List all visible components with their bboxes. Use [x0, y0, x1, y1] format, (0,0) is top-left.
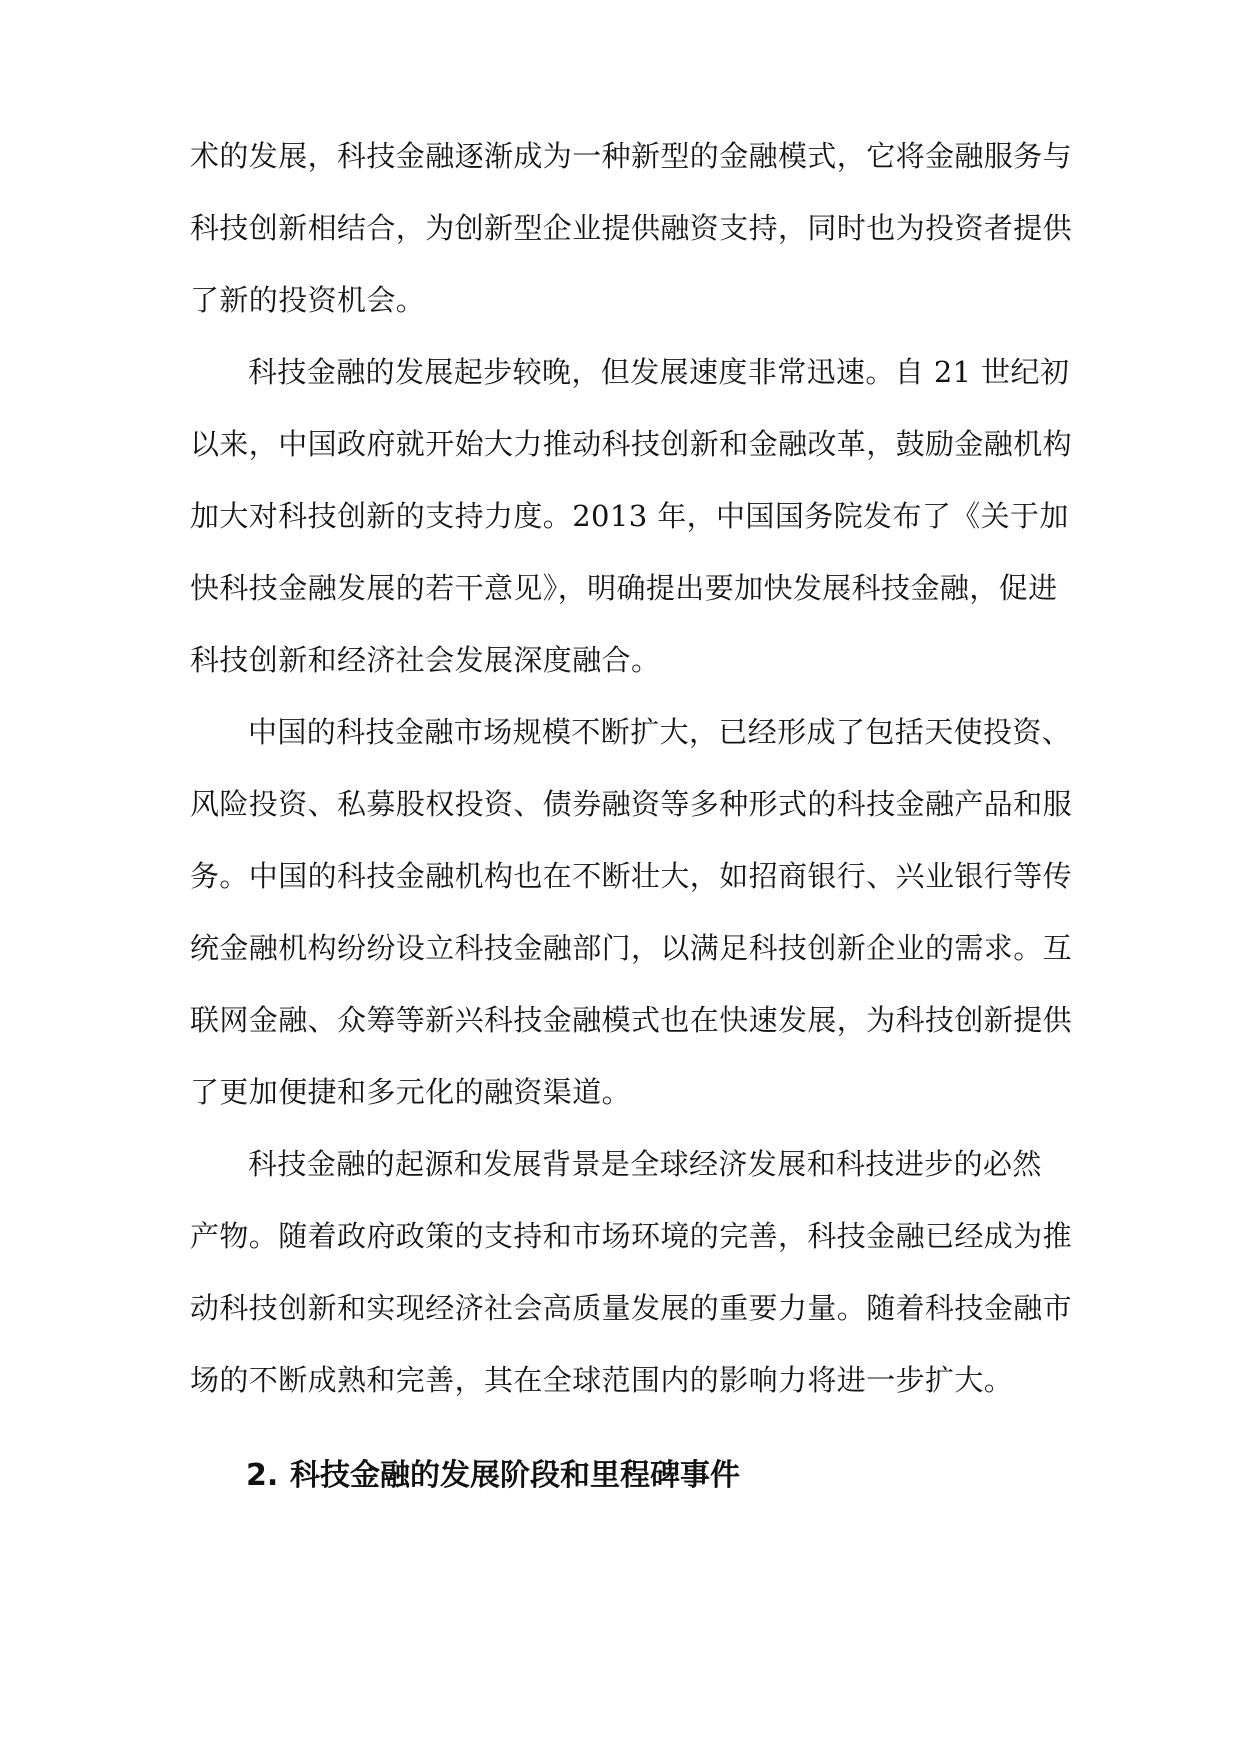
text-line: 务。中国的科技金融机构也在不断壮大，如招商银行、兴业银行等传	[190, 859, 1073, 893]
text-line: 科技金融的起源和发展背景是全球经济发展和科技进步的必然	[248, 1147, 1042, 1181]
text-line: 科技创新和经济社会发展深度融合。	[190, 643, 661, 677]
text-line: 联网金融、众筹等新兴科技金融模式也在快速发展，为科技创新提供	[190, 1003, 1073, 1037]
text-line: 以来，中国政府就开始大力推动科技创新和金融改革，鼓励金融机构	[190, 427, 1073, 461]
text-line: 术的发展，科技金融逐渐成为一种新型的金融模式，它将金融服务与	[190, 139, 1073, 173]
text-line: 产物。随着政府政策的支持和市场环境的完善，科技金融已经成为推	[190, 1219, 1073, 1253]
text-line: 中国的科技金融市场规模不断扩大，已经形成了包括天使投资、	[248, 715, 1072, 749]
text-line: 快科技金融发展的若干意见》，明确提出要加快发展科技金融，促进	[190, 571, 1058, 605]
text-line: 科技金融的发展起步较晚，但发展速度非常迅速。自 21 世纪初	[248, 355, 1070, 389]
text-line: 统金融机构纷纷设立科技金融部门，以满足科技创新企业的需求。互	[190, 931, 1073, 965]
text-line: 了更加便捷和多元化的融资渠道。	[190, 1075, 632, 1109]
text-line: 科技创新相结合，为创新型企业提供融资支持，同时也为投资者提供	[190, 211, 1073, 245]
text-line: 动科技创新和实现经济社会高质量发展的重要力量。随着科技金融市	[190, 1291, 1073, 1325]
section-number: 2.	[246, 1458, 279, 1493]
text-line: 场的不断成熟和完善，其在全球范围内的影响力将进一步扩大。	[190, 1363, 1014, 1397]
section-heading	[246, 1458, 740, 1494]
text-line: 了新的投资机会。	[190, 283, 426, 317]
section-title: 科技金融的发展阶段和里程碑事件	[290, 1458, 740, 1493]
text-line: 风险投资、私募股权投资、债券融资等多种形式的科技金融产品和服	[190, 787, 1073, 821]
text-line: 加大对科技创新的支持力度。2013 年，中国国务院发布了《关于加	[190, 499, 1069, 533]
